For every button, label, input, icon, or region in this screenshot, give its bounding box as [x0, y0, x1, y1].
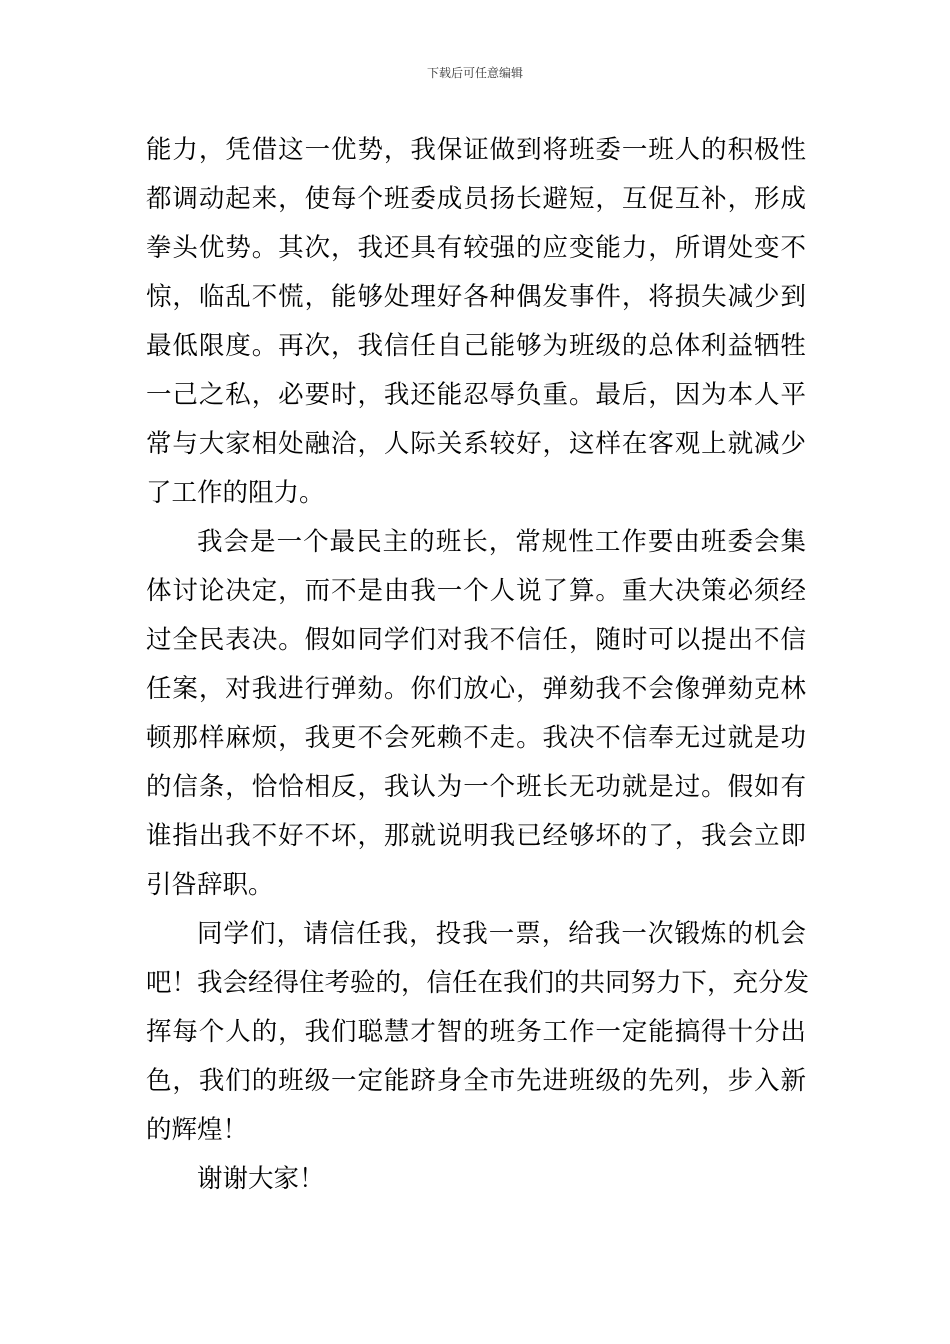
text-line: 体讨论决定，而不是由我一个人说了算。重大决策必须经: [146, 576, 806, 606]
text-line: 谁指出我不好不坏，那就说明我已经够坏的了，我会立即: [146, 821, 806, 851]
text-line: 过全民表决。假如同学们对我不信任，随时可以提出不信: [146, 625, 806, 655]
text-line: 的辉煌！: [146, 1115, 249, 1145]
paragraph-3: [146, 910, 810, 1155]
text-line: 最低限度。再次，我信任自己能够为班级的总体利益牺牲: [146, 331, 806, 361]
paragraph-1: [146, 126, 806, 518]
text-line: 都调动起来，使每个班委成员扬长避短，互促互补，形成: [146, 184, 806, 214]
text-line: 顿那样麻烦，我更不会死赖不走。我决不信奉无过就是功: [146, 723, 806, 753]
text-line: 了工作的阻力。: [146, 478, 325, 508]
text-line: 拳头优势。其次，我还具有较强的应变能力，所谓处变不: [146, 233, 806, 263]
text-line: 我会是一个最民主的班长，常规性工作要由班委会集: [197, 527, 806, 557]
text-line: 一己之私，必要时，我还能忍辱负重。最后，因为本人平: [146, 380, 806, 410]
text-line: 引咎辞职。: [146, 870, 274, 900]
document-body: [146, 126, 810, 1204]
text-line: 色，我们的班级一定能跻身全市先进班级的先列，步入新: [146, 1066, 806, 1096]
paragraph-4: [146, 1155, 806, 1204]
text-line: 惊，临乱不慌，能够处理好各种偶发事件，将损失减少到: [146, 282, 806, 312]
text-line: 常与大家相处融洽，人际关系较好，这样在客观上就减少: [146, 429, 806, 459]
text-line: 任案，对我进行弹劾。你们放心，弹劾我不会像弹劾克林: [146, 674, 806, 704]
paragraph-2: [146, 518, 806, 910]
text-line: 能力，凭借这一优势，我保证做到将班委一班人的积极性: [146, 135, 806, 165]
text-line: 同学们，请信任我，投我一票，给我一次锻炼的机会: [197, 919, 806, 949]
page-header-note: 下载后可任意编辑: [426, 66, 523, 80]
text-line: 挥每个人的，我们聪慧才智的班务工作一定能搞得十分出: [146, 1017, 806, 1047]
text-line: 的信条，恰恰相反，我认为一个班长无功就是过。假如有: [146, 772, 806, 802]
text-line: 谢谢大家！: [197, 1164, 325, 1194]
text-line: 吧！我会经得住考验的，信任在我们的共同努力下，充分发: [146, 968, 810, 998]
